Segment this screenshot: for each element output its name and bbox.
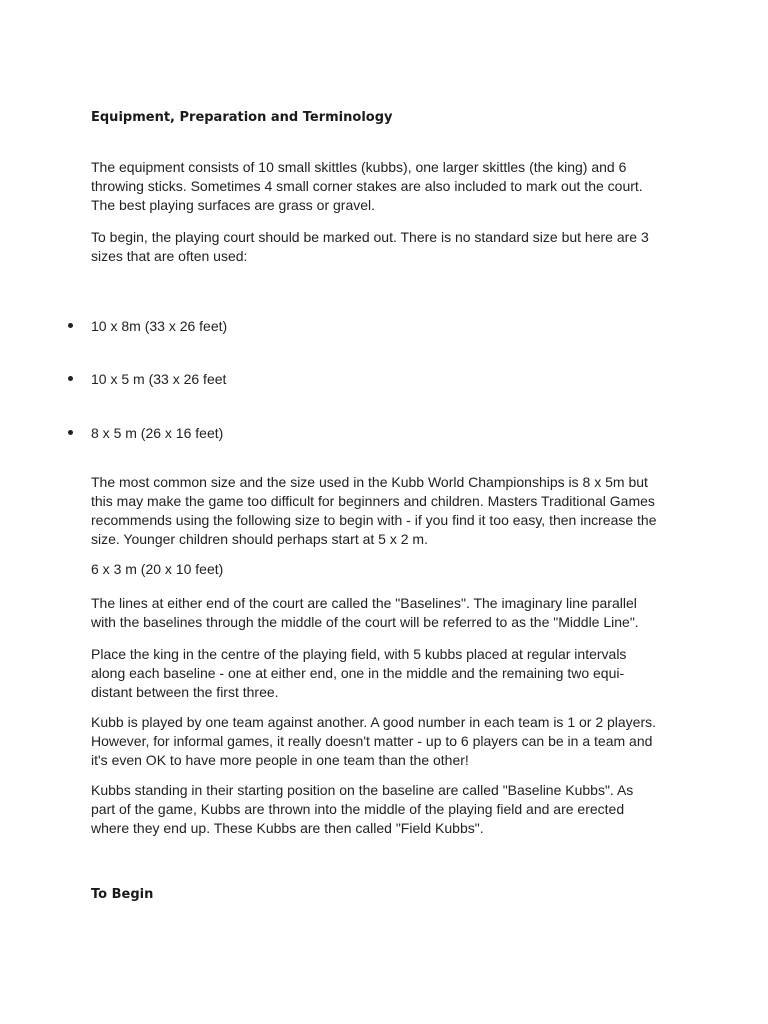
bullet-item-size-3 bbox=[0, 424, 768, 443]
paragraph-line: The lines at either end of the court are called the "Baselines". The imaginary line parallel bbox=[91, 595, 637, 611]
paragraph-line: this may make the game too difficult for beginners and children. Masters Traditional Games bbox=[91, 493, 655, 509]
paragraph-line: with the baselines through the middle of the court will be referred to as the "Middle Line". bbox=[91, 614, 639, 630]
paragraph-line: 6 x 3 m (20 x 10 feet) bbox=[91, 561, 224, 577]
paragraph-line: The equipment consists of 10 small skittles (kubbs), one larger skittles (the king) and 6 bbox=[91, 159, 627, 175]
bullet-item-size-2 bbox=[0, 370, 768, 389]
common-size-paragraph bbox=[91, 473, 691, 549]
bullet-text: 8 x 5 m (26 x 16 feet) bbox=[91, 425, 224, 441]
paragraph-line: Place the king in the centre of the playing field, with 5 kubbs placed at regular intervals bbox=[91, 646, 627, 662]
paragraph-line: Kubbs standing in their starting position on the baseline are called "Baseline Kubbs". As bbox=[91, 782, 634, 798]
paragraph-line: Kubb is played by one team against another. A good number in each team is 1 or 2 players. bbox=[91, 714, 657, 730]
baselines-paragraph bbox=[91, 594, 691, 632]
paragraph-line: sizes that are often used: bbox=[91, 248, 248, 264]
paragraph-line: However, for informal games, it really doesn't matter - up to 6 players can be in a team and bbox=[91, 733, 653, 749]
paragraph-line: along each baseline - one at either end, one in the middle and the remaining two equi- bbox=[91, 665, 625, 681]
bullet-item-size-1 bbox=[0, 317, 768, 336]
section-heading-equipment: Equipment, Preparation and Terminology bbox=[91, 110, 393, 125]
bullet-text: 10 x 5 m (33 x 26 feet bbox=[91, 371, 227, 387]
bullet-icon bbox=[68, 376, 73, 381]
paragraph-line: size. Younger children should perhaps start at 5 x 2 m. bbox=[91, 531, 428, 547]
kubbs-paragraph bbox=[91, 781, 691, 838]
paragraph-line: where they end up. These Kubbs are then called "Field Kubbs". bbox=[91, 820, 484, 836]
paragraph-line: To begin, the playing court should be marked out. There is no standard size but here are 3 bbox=[91, 229, 649, 245]
court-paragraph bbox=[91, 228, 691, 266]
paragraph-line: it's even OK to have more people in one team than the other! bbox=[91, 752, 469, 768]
paragraph-line: recommends using the following size to begin with - if you find it too easy, then increase the bbox=[91, 512, 657, 528]
bullet-icon bbox=[68, 430, 73, 435]
paragraph-line: throwing sticks. Sometimes 4 small corner stakes are also included to mark out the court. bbox=[91, 178, 643, 194]
section-heading-to-begin: To Begin bbox=[91, 887, 154, 902]
paragraph-line: The most common size and the size used in the Kubb World Championships is 8 x 5m but bbox=[91, 474, 648, 490]
paragraph-line: The best playing surfaces are grass or gravel. bbox=[91, 197, 376, 213]
paragraph-line: distant between the first three. bbox=[91, 684, 279, 700]
placement-paragraph bbox=[91, 645, 691, 702]
intro-paragraph bbox=[91, 158, 691, 215]
bullet-text: 10 x 8m (33 x 26 feet) bbox=[91, 318, 228, 334]
paragraph-line: part of the game, Kubbs are thrown into the middle of the playing field and are erected bbox=[91, 801, 625, 817]
beginner-size-line bbox=[91, 560, 691, 579]
teams-paragraph bbox=[91, 713, 691, 770]
bullet-icon bbox=[68, 323, 73, 328]
